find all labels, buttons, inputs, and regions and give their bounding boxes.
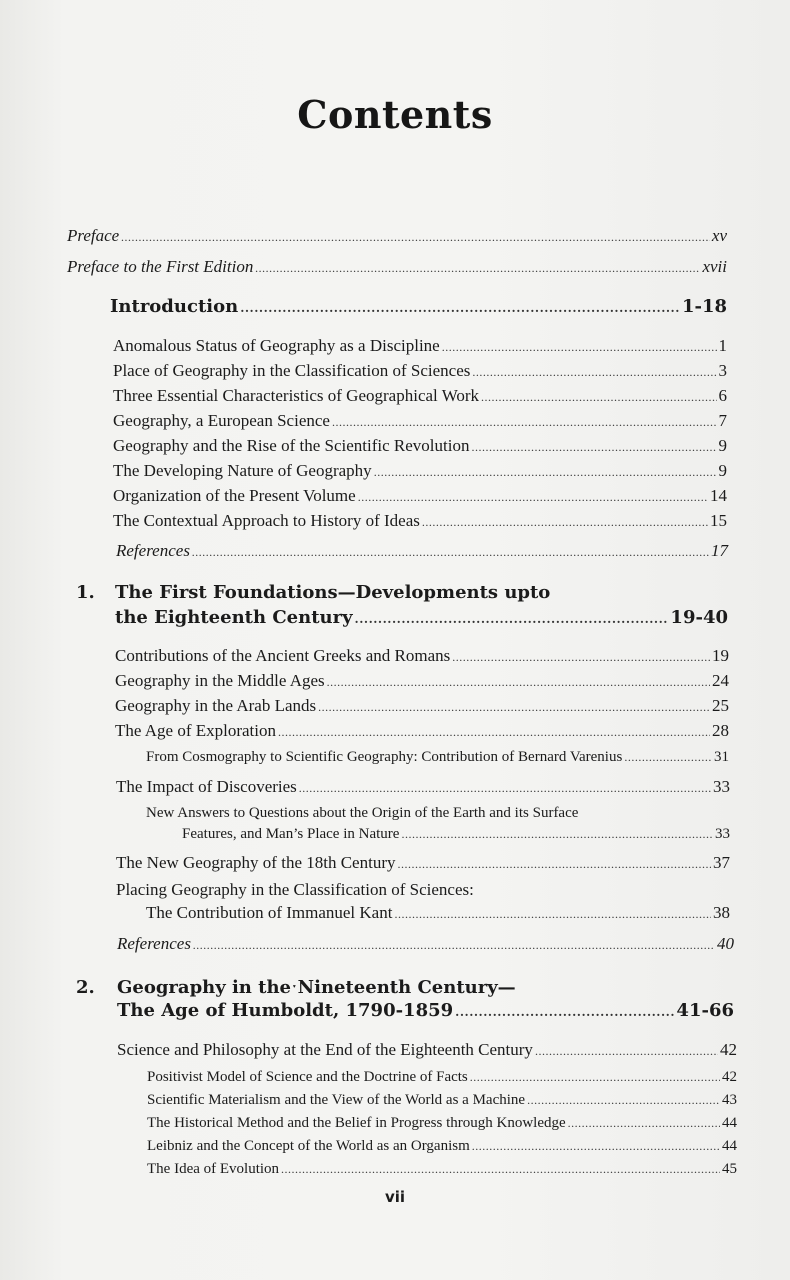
entry-page: 44 xyxy=(722,1138,737,1154)
entry-page: 17 xyxy=(711,541,728,560)
dot-leader xyxy=(471,437,716,457)
chapter-pages: 19-40 xyxy=(670,607,728,628)
entry-page: 7 xyxy=(718,411,727,430)
entry-label: Place of Geography in the Classification of Sciences xyxy=(113,361,471,380)
entry-page: 40 xyxy=(717,934,734,953)
entry-page: 33 xyxy=(715,826,730,842)
entry-page: 38 xyxy=(713,903,730,922)
entry-page: 24 xyxy=(712,671,729,690)
toc-entry[interactable] xyxy=(116,853,730,874)
entry-label: The Developing Nature of Geography xyxy=(113,461,372,480)
chapter-number: 1. xyxy=(76,582,95,603)
entry-page: 14 xyxy=(710,486,727,505)
entry-label: Geography in the Arab Lands xyxy=(115,696,317,715)
toc-entry[interactable] xyxy=(113,361,727,382)
entry-page: 19 xyxy=(712,646,729,665)
chapter-pages: 41-66 xyxy=(676,1000,734,1021)
entry-label: From Cosmography to Scientific Geography: Contribution of Bernard Varenius xyxy=(146,749,623,765)
dot-leader xyxy=(481,387,716,407)
toc-subentry[interactable] xyxy=(147,1113,737,1133)
heading-label: Introduction xyxy=(110,296,239,317)
entry-label: Three Essential Characteristics of Geographical Work xyxy=(113,386,480,405)
entry-label: The Contextual Approach to History of Ideas xyxy=(113,511,420,530)
dot-leader xyxy=(394,904,711,924)
entry-page: 43 xyxy=(722,1092,737,1108)
entry-label: Science and Philosophy at the End of the Eighteenth Century xyxy=(117,1040,533,1059)
entry-label: Positivist Model of Science and the Doctrine of Facts xyxy=(147,1069,468,1085)
dot-leader xyxy=(121,227,710,247)
dot-leader xyxy=(332,412,717,432)
toc-entry[interactable] xyxy=(113,486,727,507)
entry-label: The Historical Method and the Belief in Progress through Knowledge xyxy=(147,1115,566,1131)
entry-label: Geography and the Rise of the Scientific Revolution xyxy=(113,436,470,455)
dot-leader xyxy=(192,542,709,562)
entry-label: Features, and Man’s Place in Nature xyxy=(182,826,400,842)
dot-leader xyxy=(358,487,708,507)
dot-leader xyxy=(355,609,669,629)
entry-label: Anomalous Status of Geography as a Discipline xyxy=(113,336,440,355)
entry-page: 15 xyxy=(710,511,727,530)
entry-page: xvii xyxy=(702,257,727,276)
toc-subentry[interactable] xyxy=(147,1090,737,1110)
entry-label: The Contribution of Immanuel Kant xyxy=(146,903,393,922)
toc-subentry-line1[interactable]: New Answers to Questions about the Origin of the Earth and its Surface xyxy=(146,805,579,821)
dot-leader xyxy=(442,337,717,357)
page-number: vii xyxy=(384,1188,406,1206)
dot-leader xyxy=(374,462,717,482)
dot-leader xyxy=(278,722,710,742)
dot-leader xyxy=(470,1067,720,1087)
toc-entry[interactable] xyxy=(113,436,727,457)
toc-entry-preface-first-edition[interactable] xyxy=(67,257,727,278)
toc-entry[interactable] xyxy=(113,411,727,432)
chapter-number: 2. xyxy=(76,977,95,998)
entry-page: 6 xyxy=(718,386,727,405)
entry-page: 28 xyxy=(712,721,729,740)
entry-page: 9 xyxy=(718,436,727,455)
entry-page: 33 xyxy=(713,777,730,796)
entry-page: 31 xyxy=(714,749,729,765)
chapter-title-line2[interactable] xyxy=(117,1001,734,1022)
entry-page: xv xyxy=(711,226,727,245)
entry-label: Preface xyxy=(67,226,120,245)
dot-leader xyxy=(568,1113,720,1133)
toc-entry[interactable] xyxy=(115,721,729,742)
dot-leader xyxy=(318,697,710,717)
dot-leader xyxy=(193,935,715,955)
entry-label: The New Geography of the 18th Century xyxy=(116,853,396,872)
toc-subentry[interactable] xyxy=(147,1159,737,1179)
toc-entry-preface[interactable] xyxy=(67,226,727,247)
dot-leader xyxy=(535,1041,718,1061)
entry-page: 37 xyxy=(713,853,730,872)
page-title: Contents xyxy=(297,92,493,137)
toc-entry[interactable] xyxy=(115,696,729,717)
toc-entry-line1[interactable]: Placing Geography in the Classification of Sciences: xyxy=(116,880,474,899)
toc-subentry[interactable] xyxy=(146,747,729,767)
entry-label: The Impact of Discoveries xyxy=(116,777,297,796)
dot-leader xyxy=(624,747,712,767)
chapter-title-line2[interactable] xyxy=(115,608,728,629)
entry-page: 1 xyxy=(718,336,727,355)
entry-page: 44 xyxy=(722,1115,737,1131)
chapter-title: the Eighteenth Century xyxy=(115,607,353,628)
dot-leader xyxy=(455,1002,674,1022)
dot-leader xyxy=(527,1090,720,1110)
entry-label: Leibniz and the Concept of the World as an Organism xyxy=(147,1138,470,1154)
toc-entry[interactable] xyxy=(116,777,730,798)
dot-leader xyxy=(472,362,716,382)
dot-leader xyxy=(422,512,708,532)
entry-page: 9 xyxy=(718,461,727,480)
dot-leader xyxy=(327,672,710,692)
dot-leader xyxy=(452,647,710,667)
toc-entry[interactable] xyxy=(113,461,727,482)
entry-page: 3 xyxy=(718,361,727,380)
toc-entry[interactable] xyxy=(115,646,729,667)
entry-label: Preface to the First Edition xyxy=(67,257,254,276)
entry-label: The Age of Exploration xyxy=(115,721,276,740)
chapter-title-line1[interactable]: Geography in theˑNineteenth Century— xyxy=(117,977,516,998)
chapter-title-line1[interactable]: The First Foundations—Developments upto xyxy=(115,582,551,603)
entry-label: Geography in the Middle Ages xyxy=(115,671,325,690)
toc-entry[interactable] xyxy=(115,671,729,692)
entry-page: 25 xyxy=(712,696,729,715)
dot-leader xyxy=(299,778,711,798)
entry-label: Organization of the Present Volume xyxy=(113,486,356,505)
dot-leader xyxy=(281,1159,720,1179)
toc-entry-references[interactable] xyxy=(117,934,734,955)
entry-page: 42 xyxy=(720,1040,737,1059)
entry-label: Contributions of the Ancient Greeks and Romans xyxy=(115,646,451,665)
dot-leader xyxy=(240,298,680,318)
entry-label: Scientific Materialism and the View of the World as a Machine xyxy=(147,1092,526,1108)
entry-page: 42 xyxy=(722,1069,737,1085)
toc-entry-references[interactable] xyxy=(116,541,728,562)
chapter-title: The Age of Humboldt, 1790-1859 xyxy=(117,1000,454,1021)
entry-page: 45 xyxy=(722,1161,737,1177)
toc-entry[interactable] xyxy=(113,336,727,357)
entry-label: References xyxy=(116,541,190,560)
toc-subentry[interactable] xyxy=(182,824,730,844)
toc-entry[interactable] xyxy=(117,1040,737,1061)
entry-label: Geography, a European Science xyxy=(113,411,330,430)
toc-heading-introduction[interactable] xyxy=(110,297,727,318)
toc-entry[interactable] xyxy=(113,386,727,407)
toc-entry[interactable] xyxy=(113,511,727,532)
entry-label: References xyxy=(117,934,191,953)
dot-leader xyxy=(401,824,713,844)
toc-subentry[interactable] xyxy=(147,1136,737,1156)
heading-pages: 1-18 xyxy=(681,296,727,317)
toc-subentry[interactable] xyxy=(147,1067,737,1087)
dot-leader xyxy=(472,1136,720,1156)
toc-entry[interactable] xyxy=(146,903,730,924)
entry-label: The Idea of Evolution xyxy=(147,1161,280,1177)
dot-leader xyxy=(397,854,711,874)
dot-leader xyxy=(255,258,700,278)
